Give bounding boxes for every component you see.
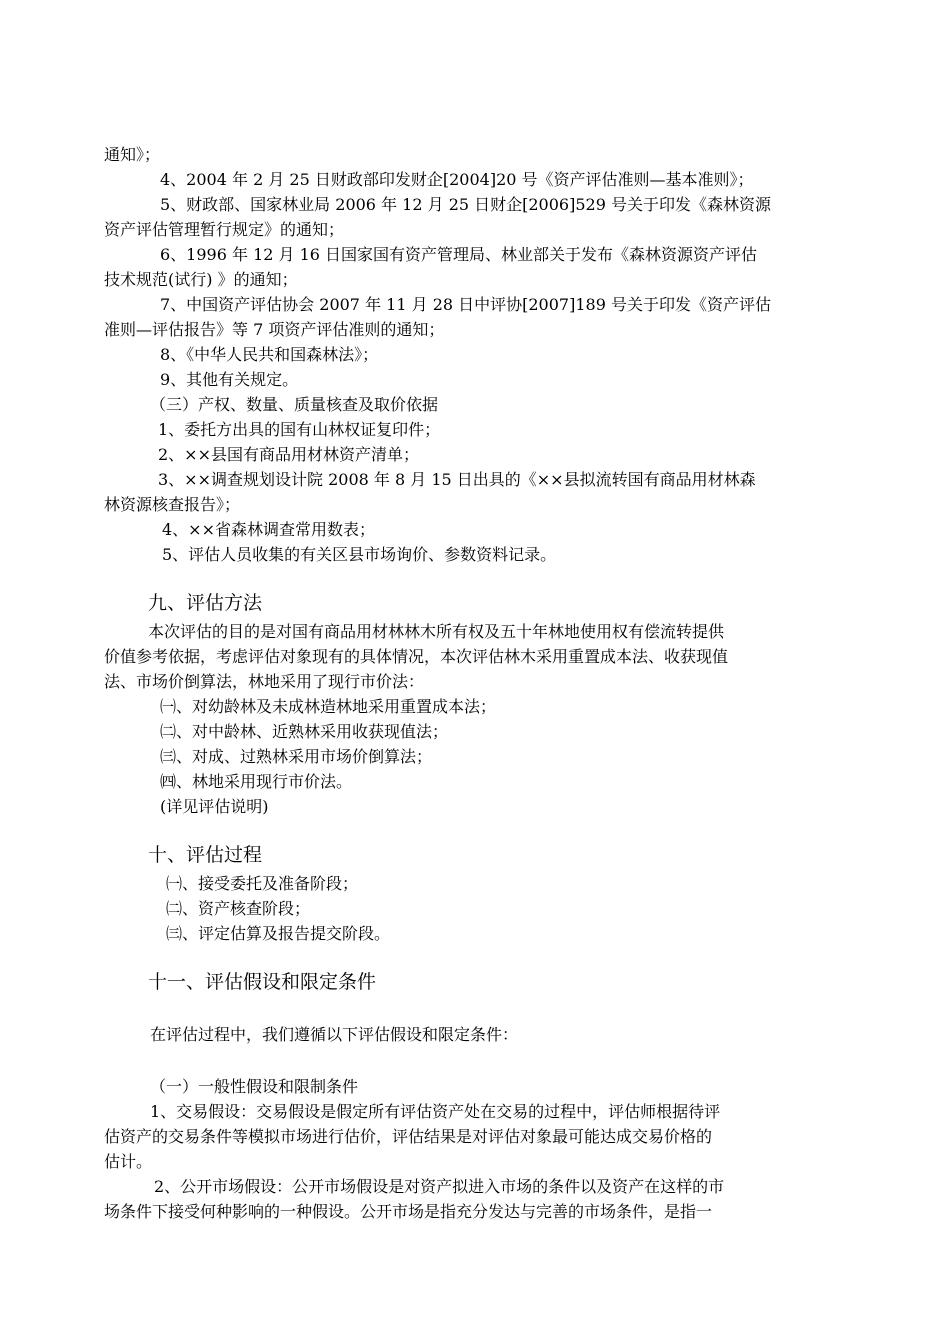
paragraph-line: 法、市场价倒算法，林地采用了现行市价法： bbox=[104, 672, 425, 691]
paragraph-line: 价值参考依据，考虑评估对象现有的具体情况，本次评估林木采用重置成本法、收获现值 bbox=[104, 647, 729, 666]
section-heading: 九、评估方法 bbox=[148, 592, 263, 614]
paragraph-line: 本次评估的目的是对国有商品用材林林木所有权及五十年林地使用权有偿流转提供 bbox=[148, 622, 725, 641]
text-line: 资产评估管理暂行规定》的通知； bbox=[104, 220, 345, 239]
subsection-title: （一）一般性假设和限制条件 bbox=[150, 1077, 359, 1096]
paragraph-line: 估资产的交易条件等模拟市场进行估价，评估结果是对评估对象最可能达成交易价格的 bbox=[104, 1127, 713, 1146]
list-item: 7、中国资产评估协会 2007 年 11 月 28 日中评协[2007]189 号关于印发《资产评估 bbox=[160, 295, 771, 314]
list-item: 4、2004 年 2 月 25 日财政部印发财企[2004]20 号《资产评估准则—基本准则》； bbox=[160, 170, 754, 189]
list-item: ㈢、对成、过熟林采用市场价倒算法； bbox=[160, 747, 433, 766]
list-item: ㈢、评定估算及报告提交阶段。 bbox=[166, 924, 391, 943]
list-item: ㈡、资产核查阶段； bbox=[166, 899, 311, 918]
paragraph-line: 估计。 bbox=[104, 1152, 153, 1171]
paragraph-line: 场条件下接受何种影响的一种假设。公开市场是指充分发达与完善的市场条件，是指一 bbox=[104, 1202, 713, 1221]
paragraph-line: 1、交易假设：交易假设是假定所有评估资产处在交易的过程中，评估师根据待评 bbox=[150, 1102, 721, 1121]
section-heading: 十一、评估假设和限定条件 bbox=[148, 971, 377, 993]
list-item: 9、其他有关规定。 bbox=[160, 370, 299, 389]
text-line: 技术规范(试行) 》的通知； bbox=[104, 270, 298, 289]
section-heading: 十、评估过程 bbox=[148, 844, 263, 866]
paragraph-line: 在评估过程中，我们遵循以下评估假设和限定条件： bbox=[150, 1025, 519, 1044]
paragraph-line: 2、公开市场假设：公开市场假设是对资产拟进入市场的条件以及资产在这样的市 bbox=[154, 1177, 725, 1196]
list-item: 3、××调查规划设计院 2008 年 8 月 15 日出具的《××县拟流转国有商品用材林森 bbox=[158, 470, 756, 489]
list-item: 5、评估人员收集的有关区县市场询价、参数资料记录。 bbox=[162, 545, 557, 564]
text-line: 准则—评估报告》等 7 项资产评估准则的通知； bbox=[104, 320, 445, 339]
text-line: 通知》； bbox=[104, 145, 161, 164]
list-item: ㈣、林地采用现行市价法。 bbox=[160, 772, 353, 791]
note: (详见评估说明) bbox=[160, 797, 269, 816]
list-item: ㈠、对幼龄林及未成林造林地采用重置成本法； bbox=[160, 697, 497, 716]
list-item: 5、财政部、国家林业局 2006 年 12 月 25 日财企[2006]529 号关于印发《森林资源 bbox=[160, 195, 771, 214]
list-item: 4、××省森林调查常用数表； bbox=[162, 520, 375, 539]
text-line: 林资源核查报告》； bbox=[104, 495, 241, 514]
list-item: 6、1996 年 12 月 16 日国家国有资产管理局、林业部关于发布《森林资源资产评估 bbox=[160, 245, 758, 264]
list-item: ㈡、对中龄林、近熟林采用收获现值法； bbox=[160, 722, 449, 741]
list-item: 2、××县国有商品用材林资产清单； bbox=[158, 445, 419, 464]
list-item: ㈠、接受委托及准备阶段； bbox=[166, 874, 359, 893]
list-item: 1、委托方出具的国有山林权证复印件； bbox=[158, 420, 441, 439]
list-item: 8、《中华人民共和国森林法》； bbox=[160, 345, 379, 364]
subsection-title: （三）产权、数量、质量核查及取价依据 bbox=[150, 395, 439, 414]
